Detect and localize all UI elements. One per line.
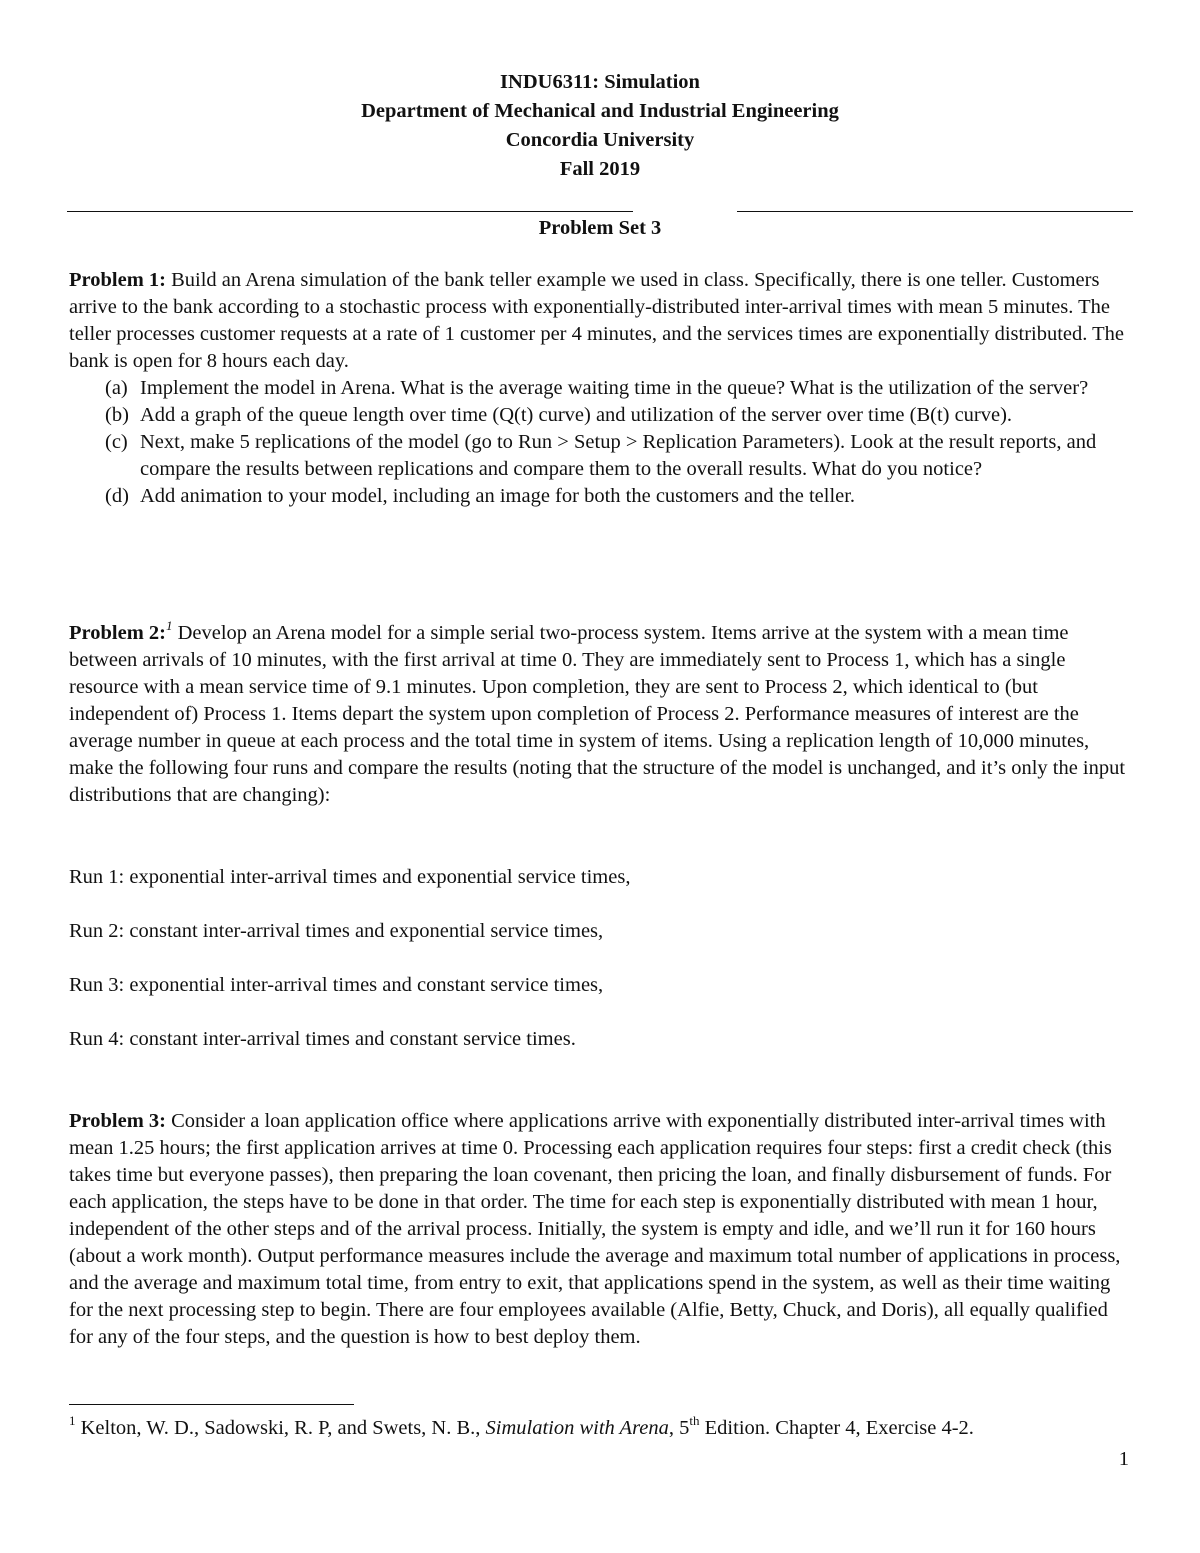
problem-2-label: Problem 2:	[69, 622, 166, 644]
run-3: Run 3: exponential inter-arrival times and constant service times,	[69, 974, 604, 996]
problem-set-title: Problem Set 3	[538, 217, 662, 239]
part-marker: (d)	[105, 485, 129, 507]
footnote-book-title: Simulation with Arena	[485, 1417, 669, 1439]
problem-1-part-b	[69, 402, 1135, 429]
part-marker: (b)	[105, 404, 129, 426]
problem-1-part-a	[69, 375, 1135, 402]
run-2: Run 2: constant inter-arrival times and exponential service times,	[69, 920, 604, 942]
problem-2	[69, 620, 1135, 809]
problem-1-part-c	[69, 429, 1135, 483]
footnote-rest: Edition. Chapter 4, Exercise 4-2.	[704, 1417, 974, 1439]
footnote-divider	[69, 1404, 354, 1405]
run-4: Run 4: constant inter-arrival times and constant service times.	[69, 1028, 576, 1050]
university-name: Concordia University	[505, 129, 695, 151]
problem-2-text: Develop an Arena model for a simple serial two-process system. Items arrive at the system with a mean time between arrivals of 10 minutes, with the first arrival at time 0. They are immediately sent to Process 1, which has a single resource with a mean service time of 9.1 minutes. Upon completion, they are sent to Process 2, which identical to (but independent of) Process 1. Items depart the system upon completion of Process 2. Performance measures of interest are the average number in queue at each process and the total time in system of items. Using a replication length of 10,000 minutes, make the following four runs and compare the results (noting that the structure of the model is unchanged, and it’s only the input distributions that are changing):	[69, 622, 1126, 806]
problem-1-parts	[69, 375, 1135, 510]
header-divider-left	[67, 211, 633, 212]
part-text: Next, make 5 replications of the model (go to Run > Setup > Replication Parameters). Look at the result reports, and compare the results between replications and compare them to the overall results. What do you notice?	[140, 431, 1097, 480]
part-text: Add animation to your model, including an image for both the customers and the teller.	[140, 485, 856, 507]
document-header	[0, 68, 1200, 184]
problem-1-label: Problem 1:	[69, 269, 166, 291]
footnote-authors: Kelton, W. D., Sadowski, R. P, and Swets, N. B.,	[80, 1417, 481, 1439]
part-marker: (c)	[105, 431, 128, 453]
run-1: Run 1: exponential inter-arrival times and exponential service times,	[69, 866, 631, 888]
footnote-number: 1	[69, 1413, 76, 1429]
footnote: $^1$ Kelton, W. D., Sadowski, R. P, and Swets, N. B., Simulation with Arena, 5th Edition. Chapter 4, Exercise 4-2.	[69, 1413, 974, 1439]
problem-3-label: Problem 3:	[69, 1110, 166, 1132]
page-number: 1	[1118, 1448, 1129, 1470]
problem-1	[69, 267, 1135, 510]
problem-3-text: Consider a loan application office where applications arrive with exponentially distributed inter-arrival times with mean 1.25 hours; the first application arrives at time 0. Processing each application requires four steps: first a credit check (this takes time but everyone passes), then preparing the loan covenant, then pricing the loan, and finally disbursement of funds. For each application, the steps have to be done in that order. The time for each step is exponentially distributed with mean 1 hour, independent of the other steps and of the arrival process. Initially, the system is empty and idle, and we’ll run it for 160 hours (about a work month). Output performance measures include the average and maximum total number of applications in process, and the average and maximum total time, from entry to exit, that applications spend in the system, as well as their time waiting for the next processing step to begin. There are four employees available (Alfie, Betty, Chuck, and Doris), all equally qualified for any of the four steps, and the question is how to best deploy them.	[69, 1110, 1121, 1348]
part-marker: (a)	[105, 377, 128, 399]
footnote-edition-suffix: th	[689, 1413, 700, 1429]
part-text: Implement the model in Arena. What is the average waiting time in the queue? What is the utilization of the server?	[140, 377, 1089, 399]
part-text: Add a graph of the queue length over time (Q(t) curve) and utilization of the server over time (B(t) curve).	[140, 404, 1013, 426]
department-name: Department of Mechanical and Industrial Engineering	[361, 100, 839, 122]
footnote-reference[interactable]: 1	[165, 618, 173, 634]
footnote-edition-number: 5	[679, 1417, 690, 1439]
problem-3	[69, 1108, 1135, 1351]
problem-1-part-d	[69, 483, 1135, 510]
header-divider-right	[737, 211, 1133, 212]
course-title: INDU6311: Simulation	[500, 71, 700, 93]
term: Fall 2019	[559, 158, 641, 180]
problem-1-text: Build an Arena simulation of the bank teller example we used in class. Specifically, there is one teller. Customers arrive to the bank according to a stochastic process with exponentially-distributed inter-arrival times with mean 5 minutes. The teller processes customer requests at a rate of 1 customer per 4 minutes, and the services times are exponentially distributed. The bank is open for 8 hours each day.	[69, 269, 1125, 372]
